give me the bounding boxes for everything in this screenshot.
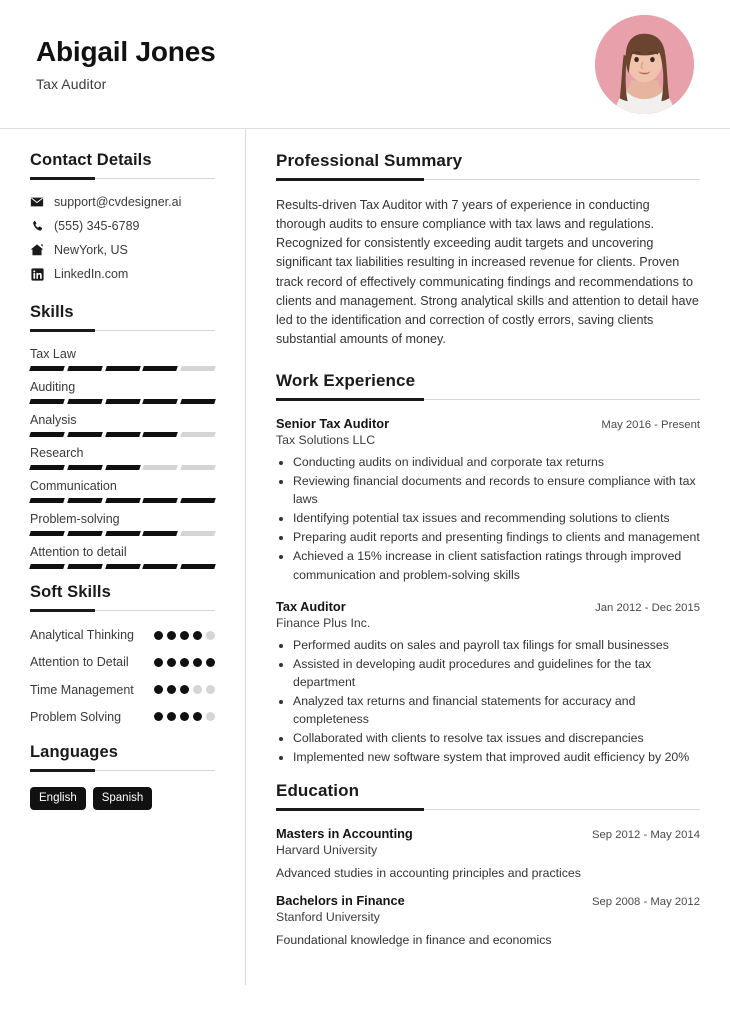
education-list	[276, 826, 700, 947]
section-rule	[276, 178, 700, 182]
skill-segment	[29, 531, 64, 536]
skill-segment	[105, 366, 140, 371]
skill-item	[30, 413, 215, 437]
soft-skill-item	[30, 654, 215, 670]
skill-level-bar	[30, 465, 215, 470]
envelope-icon	[30, 195, 44, 209]
skill-segment	[67, 366, 102, 371]
skill-label: Communication	[30, 479, 117, 493]
rating-dot	[167, 631, 176, 640]
skill-segment	[29, 399, 64, 404]
skill-label: Tax Law	[30, 347, 76, 361]
education-school: Stanford University	[276, 910, 380, 924]
header-text-block	[0, 36, 215, 91]
skill-level-bar	[30, 399, 215, 404]
education-entry	[276, 826, 700, 880]
entry-header	[276, 416, 700, 431]
page-title: Abigail Jones	[36, 36, 216, 68]
contact-item-phone[interactable]	[30, 219, 215, 233]
entry-header	[276, 893, 700, 908]
list-item: • Conducting audits on individual and corporate tax returns	[293, 453, 700, 471]
language-chip[interactable]: English	[30, 787, 86, 810]
skill-segment	[143, 465, 178, 470]
rating-dot	[180, 685, 189, 694]
list-item: • Performed audits on sales and payroll tax filings for small businesses	[293, 636, 700, 654]
education-date: Sep 2012 - May 2014	[591, 829, 700, 841]
skill-segment	[29, 432, 64, 437]
soft-skill-rating	[154, 685, 215, 694]
entry-header	[276, 826, 700, 841]
education-school: Harvard University	[276, 843, 378, 857]
resume-columns	[0, 129, 730, 985]
section-heading-summary: Professional Summary	[276, 151, 463, 170]
rating-dot	[167, 658, 176, 667]
rating-dot	[167, 685, 176, 694]
contact-value-email: support@cvdesigner.ai	[54, 195, 182, 209]
rating-dot	[193, 685, 202, 694]
skill-item	[30, 446, 215, 470]
skill-segment	[180, 432, 215, 437]
experience-entry	[276, 599, 700, 766]
skill-segment	[29, 366, 64, 371]
skill-item	[30, 545, 215, 569]
section-rule	[30, 177, 215, 181]
list-item: • Implemented new software system that improved audit efficiency by 20%	[293, 748, 700, 766]
experience-date: May 2016 - Present	[601, 419, 700, 432]
language-chip[interactable]: Spanish	[93, 787, 153, 810]
skill-item	[30, 479, 215, 503]
experience-bullets	[276, 453, 700, 583]
contact-item-location[interactable]	[30, 243, 215, 257]
skill-label: Problem-solving	[30, 512, 120, 526]
list-item: • Identifying potential tax issues and recommending solutions to clients	[293, 509, 700, 527]
section-rule	[30, 329, 215, 333]
soft-skills-list	[30, 627, 215, 725]
skill-label: Attention to detail	[30, 545, 127, 559]
contact-list	[30, 195, 215, 281]
rating-dot	[180, 712, 189, 721]
skill-segment	[105, 432, 140, 437]
skill-label: Analysis	[30, 413, 77, 427]
list-item: • Reviewing financial documents and records to ensure compliance with tax laws	[293, 472, 700, 508]
experience-role: Tax Auditor	[276, 598, 346, 614]
skill-segment	[29, 465, 64, 470]
section-heading-soft-skills: Soft Skills	[30, 583, 111, 601]
contact-value-location: NewYork, US	[54, 243, 128, 257]
soft-skill-rating	[154, 712, 215, 721]
education-degree: Bachelors in Finance	[276, 893, 405, 908]
soft-skill-label: Analytical Thinking	[30, 628, 134, 642]
section-heading-education: Education	[276, 781, 360, 800]
skill-item	[30, 512, 215, 536]
skill-segment	[180, 531, 215, 536]
skill-segment	[105, 498, 140, 503]
list-item: • Achieved a 15% increase in client satisfaction ratings through improved communication and problem-solving skills	[293, 547, 700, 583]
education-entry	[276, 893, 700, 947]
skill-level-bar	[30, 366, 215, 371]
list-item: • Analyzed tax returns and financial statements for accuracy and completeness	[293, 692, 700, 728]
skill-segment	[105, 564, 140, 569]
skill-segment	[180, 399, 215, 404]
soft-skill-item	[30, 627, 215, 643]
contact-item-email[interactable]	[30, 195, 215, 209]
list-item: • Preparing audit reports and presenting findings to clients and management	[293, 528, 700, 546]
experience-role: Senior Tax Auditor	[276, 416, 390, 432]
skill-item	[30, 380, 215, 404]
experience-list	[276, 416, 700, 766]
skill-level-bar	[30, 432, 215, 437]
rating-dot	[206, 685, 215, 694]
skill-segment	[67, 465, 102, 470]
skill-level-bar	[30, 564, 215, 569]
skills-list	[30, 347, 215, 569]
summary-text: Results-driven Tax Auditor with 7 years of experience in conducting thorough audits to ensure compliance with tax laws and regulations. Recognized for consistently exceeding audit targets and uncovering significant tax liabilities resulting in increased revenue for clients. Proven track record of effectively communicating findings and recommendations to clients and management. Strong analytical skills and attention to detail have led to the identification and correction of costly errors, saving clients substantial amounts of money.	[276, 198, 699, 346]
skill-segment	[180, 366, 215, 371]
section-rule	[30, 609, 215, 613]
education-description: Foundational knowledge in finance and economics	[276, 933, 552, 947]
rating-dot	[206, 712, 215, 721]
rating-dot	[206, 658, 215, 667]
skill-segment	[143, 498, 178, 503]
resume-header	[0, 0, 730, 129]
skill-segment	[143, 531, 178, 536]
rating-dot	[154, 685, 163, 694]
section-education	[276, 781, 700, 947]
skill-segment	[143, 399, 178, 404]
skill-segment	[180, 465, 215, 470]
soft-skill-label: Problem Solving	[30, 709, 122, 724]
skill-segment	[180, 498, 215, 503]
linkedin-icon	[30, 267, 44, 281]
section-heading-languages: Languages	[30, 743, 119, 761]
sidebar	[0, 129, 245, 810]
section-rule	[276, 808, 700, 812]
header-job-title: Tax Auditor	[36, 75, 107, 92]
skill-label: Auditing	[30, 380, 76, 394]
experience-entry	[276, 416, 700, 583]
rating-dot	[154, 658, 163, 667]
education-degree: Masters in Accounting	[276, 826, 413, 841]
skill-segment	[143, 366, 178, 371]
skill-segment	[143, 564, 178, 569]
experience-company: Tax Solutions LLC	[276, 433, 376, 448]
rating-dot	[193, 658, 202, 667]
main-content	[246, 129, 730, 960]
experience-date: Jan 2012 - Dec 2015	[595, 601, 700, 614]
section-work-experience	[276, 371, 700, 766]
rating-dot	[180, 658, 189, 667]
section-heading-experience: Work Experience	[276, 371, 416, 391]
skill-level-bar	[30, 498, 215, 503]
skill-level-bar	[30, 531, 215, 536]
soft-skill-rating	[154, 658, 215, 667]
skill-segment	[29, 564, 64, 569]
skill-segment	[180, 564, 215, 569]
home-icon	[30, 243, 44, 257]
rating-dot	[154, 631, 163, 640]
contact-value-linkedin: LinkedIn.com	[54, 267, 129, 281]
skill-item	[30, 347, 215, 371]
phone-icon	[30, 219, 44, 233]
skill-segment	[105, 399, 140, 404]
soft-skill-rating	[154, 631, 215, 640]
rating-dot	[154, 712, 163, 721]
section-rule	[276, 398, 700, 402]
section-heading-skills: Skills	[30, 303, 74, 321]
soft-skill-item	[30, 709, 215, 725]
skill-segment	[67, 498, 102, 503]
contact-value-phone: (555) 345-6789	[54, 219, 140, 233]
list-item: • Assisted in developing audit procedures and guidelines for the tax department	[293, 655, 700, 691]
skill-segment	[143, 432, 178, 437]
rating-dot	[193, 631, 202, 640]
entry-header	[276, 599, 700, 614]
section-skills	[30, 303, 215, 569]
section-soft-skills	[30, 583, 215, 725]
section-rule	[30, 769, 215, 773]
skill-segment	[105, 531, 140, 536]
skill-segment	[67, 564, 102, 569]
experience-bullets	[276, 636, 700, 766]
rating-dot	[206, 631, 215, 640]
soft-skill-label: Time Management	[30, 682, 134, 697]
skill-segment	[67, 531, 102, 536]
skill-segment	[29, 498, 64, 503]
rating-dot	[180, 631, 189, 640]
languages-list	[30, 787, 215, 810]
section-professional-summary	[276, 151, 700, 349]
soft-skill-label: Attention to Detail	[30, 655, 129, 670]
skill-segment	[67, 432, 102, 437]
section-contact-details	[30, 151, 215, 281]
rating-dot	[167, 712, 176, 721]
section-heading-contact: Contact Details	[30, 151, 152, 169]
soft-skill-item	[30, 682, 215, 698]
education-description: Advanced studies in accounting principles and practices	[276, 866, 581, 880]
education-date: Sep 2008 - May 2012	[591, 896, 700, 908]
skill-label: Research	[30, 446, 84, 460]
experience-company: Finance Plus Inc.	[276, 615, 371, 630]
contact-item-linkedin[interactable]	[30, 267, 215, 281]
avatar	[595, 15, 694, 114]
rating-dot	[193, 712, 202, 721]
section-languages	[30, 743, 215, 810]
skill-segment	[105, 465, 140, 470]
skill-segment	[67, 399, 102, 404]
list-item: • Collaborated with clients to resolve tax issues and discrepancies	[293, 729, 700, 747]
